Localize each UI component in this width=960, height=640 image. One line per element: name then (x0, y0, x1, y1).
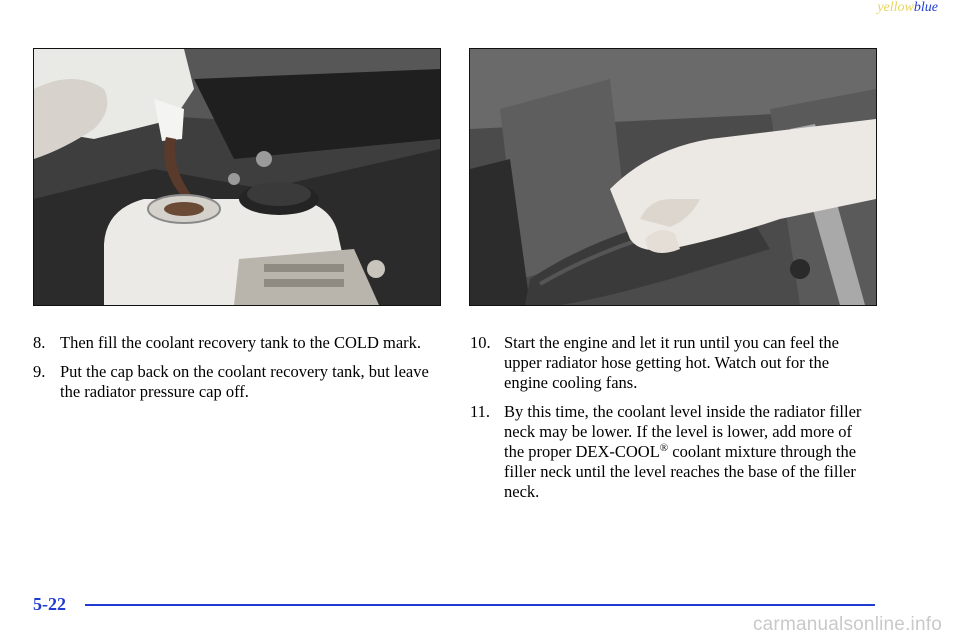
step-number: 10. (470, 333, 491, 352)
radiator-hose-photo (469, 48, 877, 306)
footer-divider (85, 604, 875, 606)
step-item (470, 402, 875, 502)
brand-yellow-text: yellow (877, 0, 914, 15)
page-number: 5-22 (33, 594, 66, 614)
step-text-after: coolant mixture through the filler neck until the level reaches the base of the filler neck. (504, 442, 857, 501)
coolant-pour-photo (33, 48, 441, 306)
step-number: 9. (33, 362, 46, 381)
watermark-text: carmanualsonline.info (752, 614, 942, 635)
step-item (470, 333, 875, 393)
step-number: 11. (470, 402, 491, 421)
step-text: Put the cap back on the coolant recovery tank, but leave the radiator pressure cap off. (60, 362, 429, 401)
step-text (504, 402, 875, 502)
step-item (33, 362, 438, 402)
brand-label (877, 0, 938, 16)
step-text-before: By this time, the coolant level inside the radiator filler neck may be lower. If the level is lower, add more of the proper DEX-COOL (504, 402, 862, 461)
step-number: 8. (33, 333, 46, 352)
step-text: Then fill the coolant recovery tank to the COLD mark. (60, 333, 422, 352)
registered-mark: ® (659, 442, 669, 454)
steps-right-column (470, 333, 875, 511)
coolant-pour-illustration (34, 49, 440, 305)
steps-left-column (33, 333, 438, 411)
radiator-hose-illustration (470, 49, 876, 305)
step-item (33, 333, 438, 353)
step-text: Start the engine and let it run until you can feel the upper radiator hose getting hot. Watch out for the engine cooling fans. (504, 333, 839, 392)
brand-blue-text: blue (913, 0, 938, 15)
